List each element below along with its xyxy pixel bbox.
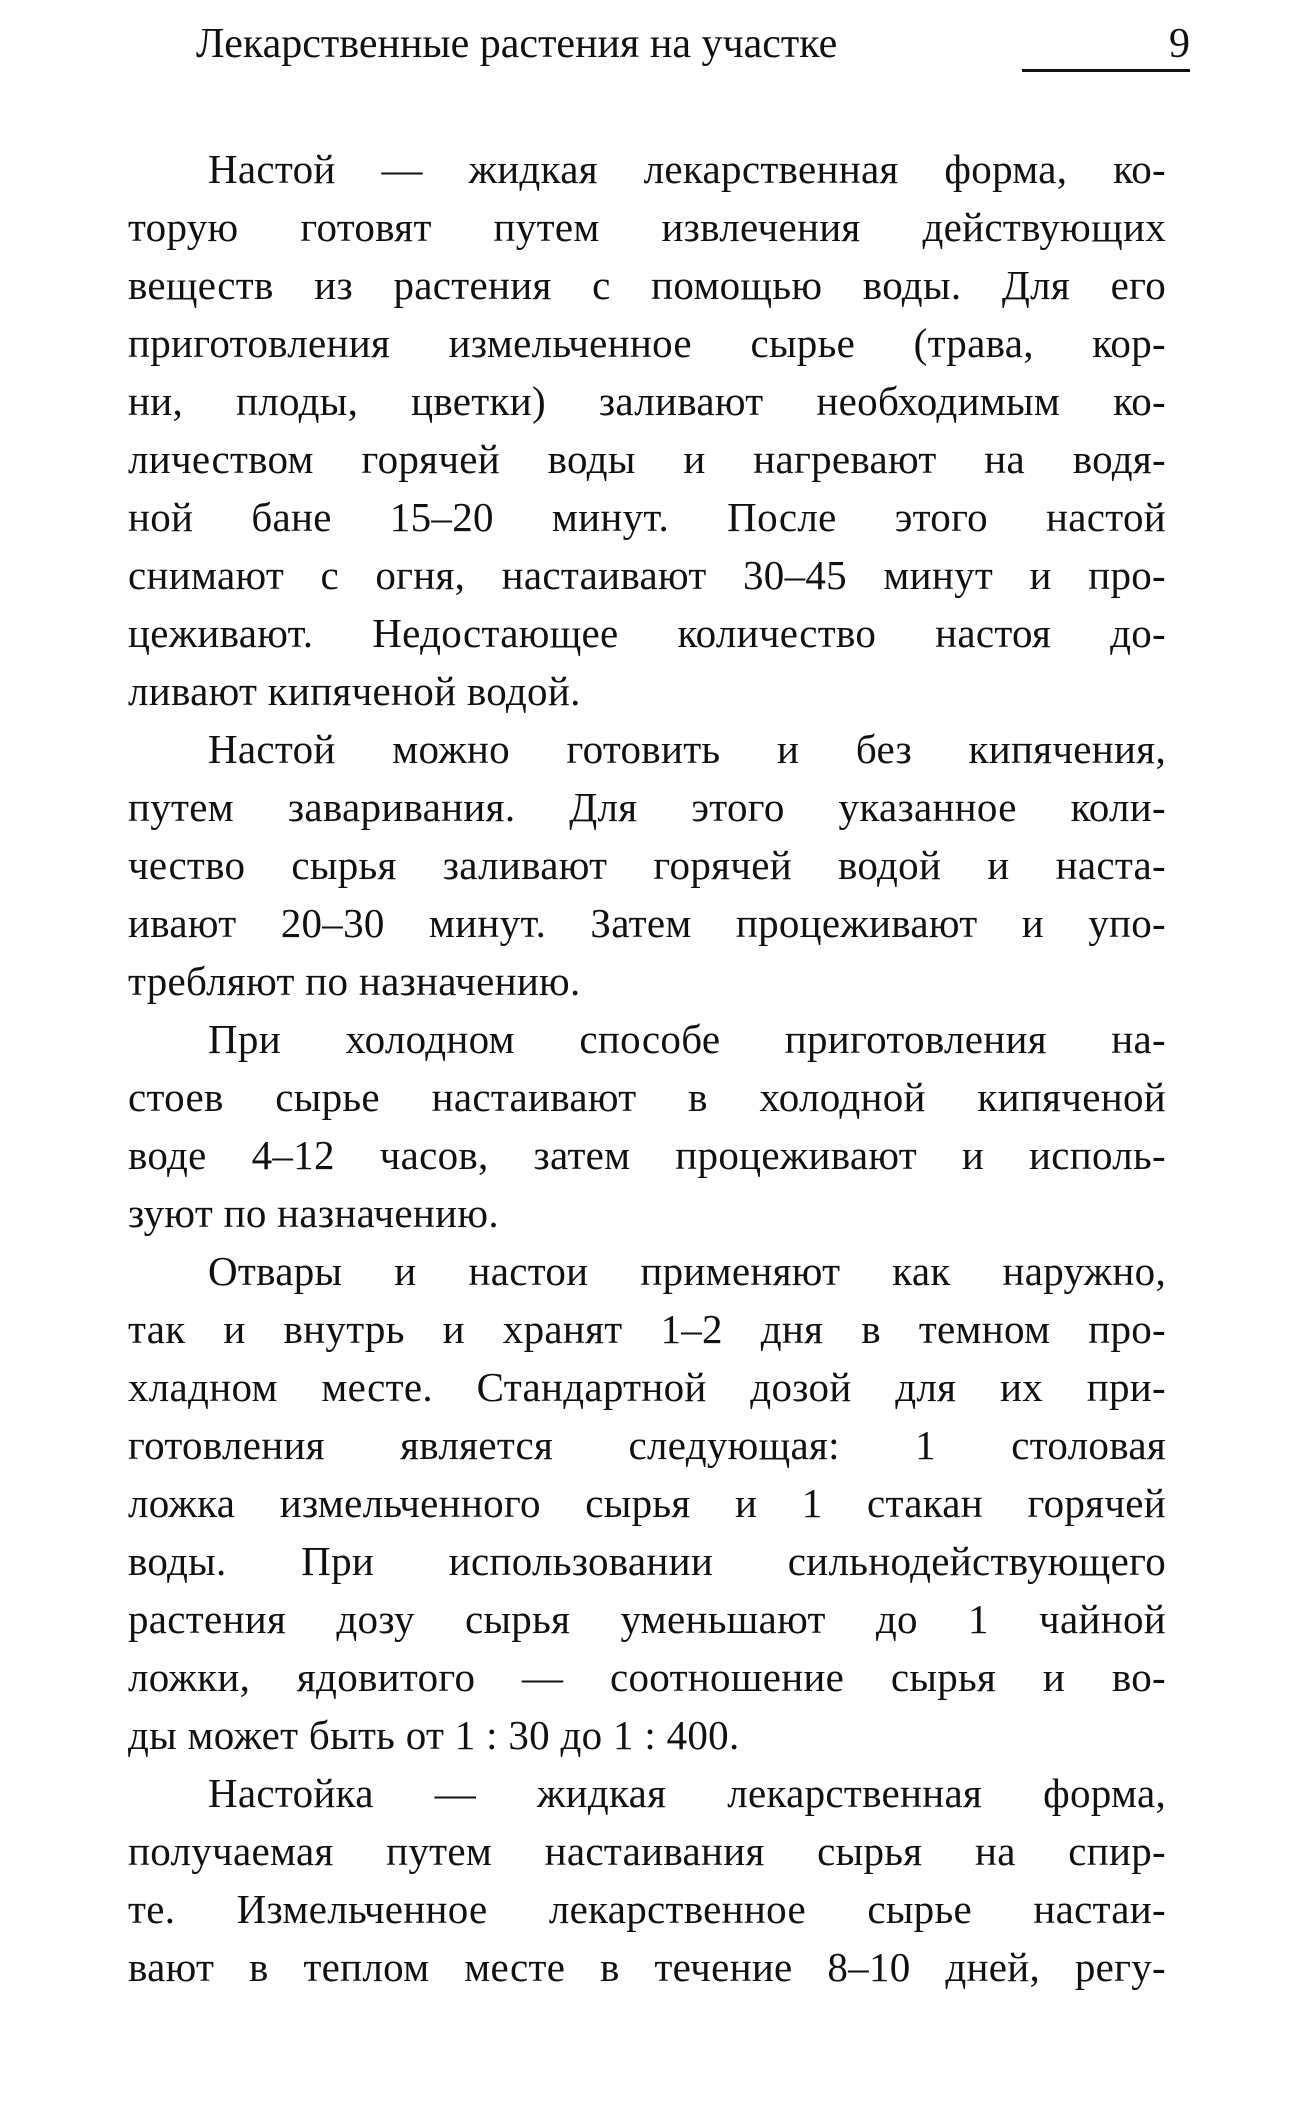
- text-line: веществ из растения с помощью воды. Для его: [128, 262, 1166, 308]
- text-line: Отвары и настои применяют как наружно,: [208, 1248, 1166, 1294]
- text-line: зуют по назначению.: [128, 1190, 499, 1236]
- text-line: получаемая путем настаивания сырья на спир-: [128, 1828, 1166, 1874]
- text-line: ложки, ядовитого — соотношение сырья и во-: [128, 1654, 1166, 1700]
- text-line: чество сырья заливают горячей водой и наста-: [128, 842, 1166, 888]
- running-title: Лекарственные растения на участке: [196, 21, 838, 67]
- paragraph-brewing-method: [128, 720, 1166, 1010]
- text-line: личеством горячей воды и нагревают на водя-: [128, 436, 1166, 482]
- text-line: Настой можно готовить и без кипячения,: [208, 726, 1166, 772]
- text-line: ливают кипяченой водой.: [128, 668, 581, 714]
- text-line: те. Измельченное лекарственное сырье настаи-: [128, 1886, 1166, 1932]
- text-line: снимают с огня, настаивают 30–45 минут и про-: [128, 552, 1166, 598]
- running-header: [196, 14, 1190, 74]
- text-line: ложка измельченного сырья и 1 стакан горячей: [128, 1480, 1166, 1526]
- text-line: приготовления измельченное сырье (трава, кор-: [128, 320, 1166, 366]
- text-line: ной бане 15–20 минут. После этого настой: [128, 494, 1166, 540]
- text-line: готовления является следующая: 1 столовая: [128, 1422, 1166, 1468]
- text-line: вают в теплом месте в течение 8–10 дней, регу-: [128, 1944, 1166, 1990]
- text-line: Настойка — жидкая лекарственная форма,: [208, 1770, 1166, 1816]
- text-line: хладном месте. Стандартной дозой для их при-: [128, 1364, 1166, 1410]
- text-line: ивают 20–30 минут. Затем процеживают и упо-: [128, 900, 1166, 946]
- text-line: так и внутрь и хранят 1–2 дня в темном про-: [128, 1306, 1166, 1352]
- text-line: воде 4–12 часов, затем процеживают и исполь-: [128, 1132, 1166, 1178]
- text-line: путем заваривания. Для этого указанное коли-: [128, 784, 1166, 830]
- text-line: стоев сырье настаивают в холодной кипяченой: [128, 1074, 1166, 1120]
- text-line: воды. При использовании сильнодействующего: [128, 1538, 1166, 1584]
- body-text: [128, 140, 1166, 1996]
- text-line: требляют по назначению.: [128, 958, 581, 1004]
- paragraph-cold-method: [128, 1010, 1166, 1242]
- text-line: цеживают. Недостающее количество настоя до-: [128, 610, 1166, 656]
- text-line: торую готовят путем извлечения действующих: [128, 204, 1166, 250]
- text-line: Настой — жидкая лекарственная форма, ко-: [208, 146, 1166, 192]
- page-number: 9: [1169, 21, 1190, 67]
- paragraph-dosage: [128, 1242, 1166, 1764]
- paragraph-tincture-definition: [128, 1764, 1166, 1996]
- text-line: ни, плоды, цветки) заливают необходимым ко-: [128, 378, 1166, 424]
- text-line: растения дозу сырья уменьшают до 1 чайной: [128, 1596, 1166, 1642]
- text-line: ды может быть от 1 : 30 до 1 : 400.: [128, 1712, 740, 1758]
- text-line: При холодном способе приготовления на-: [208, 1016, 1166, 1062]
- paragraph-infusion-definition: [128, 140, 1166, 720]
